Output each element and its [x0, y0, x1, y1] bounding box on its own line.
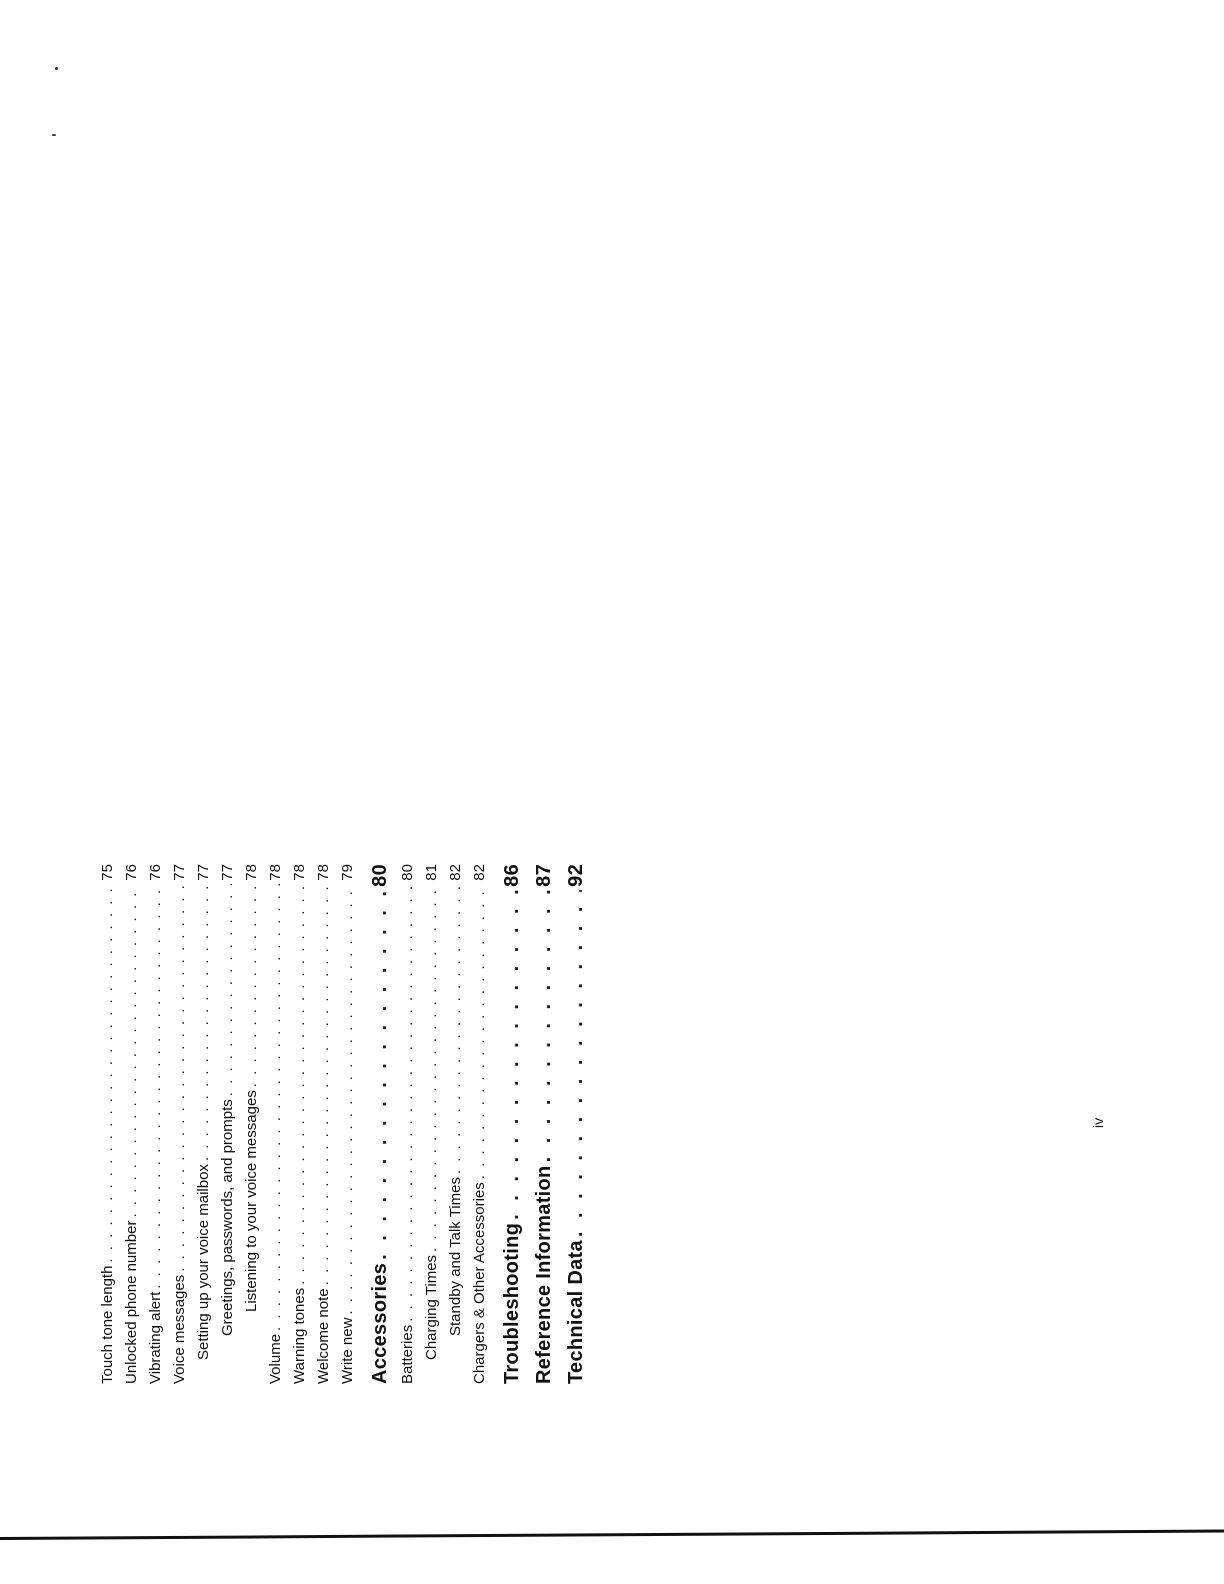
toc-entry-page: 77 [195, 864, 212, 881]
toc-entry-page: 77 [219, 864, 236, 881]
toc-entry-label: Batteries [399, 1324, 416, 1384]
toc-entry-page: 80 [399, 864, 416, 881]
toc-entry-label: Accessories [369, 1262, 391, 1384]
toc-dot-leader [336, 884, 360, 1315]
toc-entry-label: Volume [267, 1333, 284, 1384]
toc-dot-leader [396, 884, 420, 1322]
toc-entry-label: Unlocked phone number [123, 1220, 140, 1384]
page-number: iv [1090, 1117, 1106, 1128]
toc-entry-label: Setting up your voice mailbox [195, 1164, 212, 1360]
toc-entry [144, 864, 168, 1384]
toc-entry-page: 76 [147, 864, 164, 881]
toc-dot-leader [444, 884, 468, 1174]
toc-entry-page: 75 [99, 864, 116, 881]
toc-dot-leader [168, 884, 192, 1272]
toc-dot-leader [144, 884, 168, 1289]
toc-entry-page: 78 [315, 864, 332, 881]
toc-entry-label: Touch tone length [99, 1265, 116, 1384]
toc-entry-page: 81 [423, 864, 440, 881]
toc-entry-page: 77 [171, 864, 188, 881]
toc-entry [336, 864, 360, 1384]
toc-dot-leader [264, 884, 288, 1331]
toc-dot-leader [312, 884, 336, 1286]
toc-entry [312, 864, 336, 1384]
toc-dot-leader [120, 884, 144, 1218]
toc-entry-page: 82 [471, 864, 488, 881]
toc-entry [468, 864, 492, 1384]
toc-entry-page: 79 [339, 864, 356, 881]
toc-entry [264, 864, 288, 1384]
toc-entry-label: Technical Data [565, 1240, 587, 1384]
toc-entry-label: Warning tones [291, 1287, 308, 1384]
scan-speck [52, 134, 56, 136]
toc-dot-leader [420, 884, 444, 1252]
toc-dot-leader [364, 890, 396, 1260]
toc-entry [444, 864, 468, 1384]
toc-dot-leader [496, 890, 528, 1220]
toc-section-entry [560, 864, 592, 1384]
toc-entry-page: 78 [243, 864, 260, 881]
toc-dot-leader [96, 884, 120, 1263]
toc-entry [216, 864, 240, 1384]
toc-entry-page: 78 [267, 864, 284, 881]
toc-entry-page: 86 [501, 864, 523, 887]
toc-entry [168, 864, 192, 1384]
toc-entry-label: Standby and Talk Times [447, 1177, 464, 1336]
toc-entry [396, 864, 420, 1384]
table-of-contents [96, 864, 592, 1384]
toc-dot-leader [192, 884, 216, 1161]
toc-dot-leader [560, 890, 592, 1237]
toc-entry-label: Charging Times [423, 1254, 440, 1360]
bottom-rule [0, 1530, 1224, 1540]
toc-entry-label: Welcome note [315, 1288, 332, 1384]
toc-entry [120, 864, 144, 1384]
toc-entry [240, 864, 264, 1384]
toc-entry-page: 80 [369, 864, 391, 887]
toc-entry-page: 92 [565, 864, 587, 887]
toc-dot-leader [528, 890, 560, 1163]
toc-entry-label: Vibrating alert [147, 1291, 164, 1384]
toc-entry-label: Reference Information [533, 1165, 555, 1384]
toc-entry-page: 82 [447, 864, 464, 881]
toc-entry [420, 864, 444, 1384]
toc-dot-leader [240, 884, 264, 1088]
toc-entry [96, 864, 120, 1384]
toc-section-entry [496, 864, 528, 1384]
toc-section-entry [364, 864, 396, 1384]
toc-entry-label: Chargers & Other Accessories [471, 1182, 488, 1384]
toc-dot-leader [288, 884, 312, 1285]
toc-entry-label: Write new [339, 1317, 356, 1384]
toc-entry-page: 78 [291, 864, 308, 881]
toc-dot-leader [468, 884, 492, 1180]
toc-entry-label: Troubleshooting [501, 1222, 523, 1384]
toc-entry-page: 87 [533, 864, 555, 887]
toc-entry-label: Listening to your voice messages [243, 1090, 260, 1312]
toc-entry-label: Greetings, passwords, and prompts [219, 1099, 236, 1336]
toc-entry [192, 864, 216, 1384]
toc-section-entry [528, 864, 560, 1384]
toc-entry-page: 76 [123, 864, 140, 881]
scan-speck [55, 67, 58, 70]
toc-entry-label: Voice messages [171, 1274, 188, 1384]
toc-entry [288, 864, 312, 1384]
toc-dot-leader [216, 884, 240, 1097]
